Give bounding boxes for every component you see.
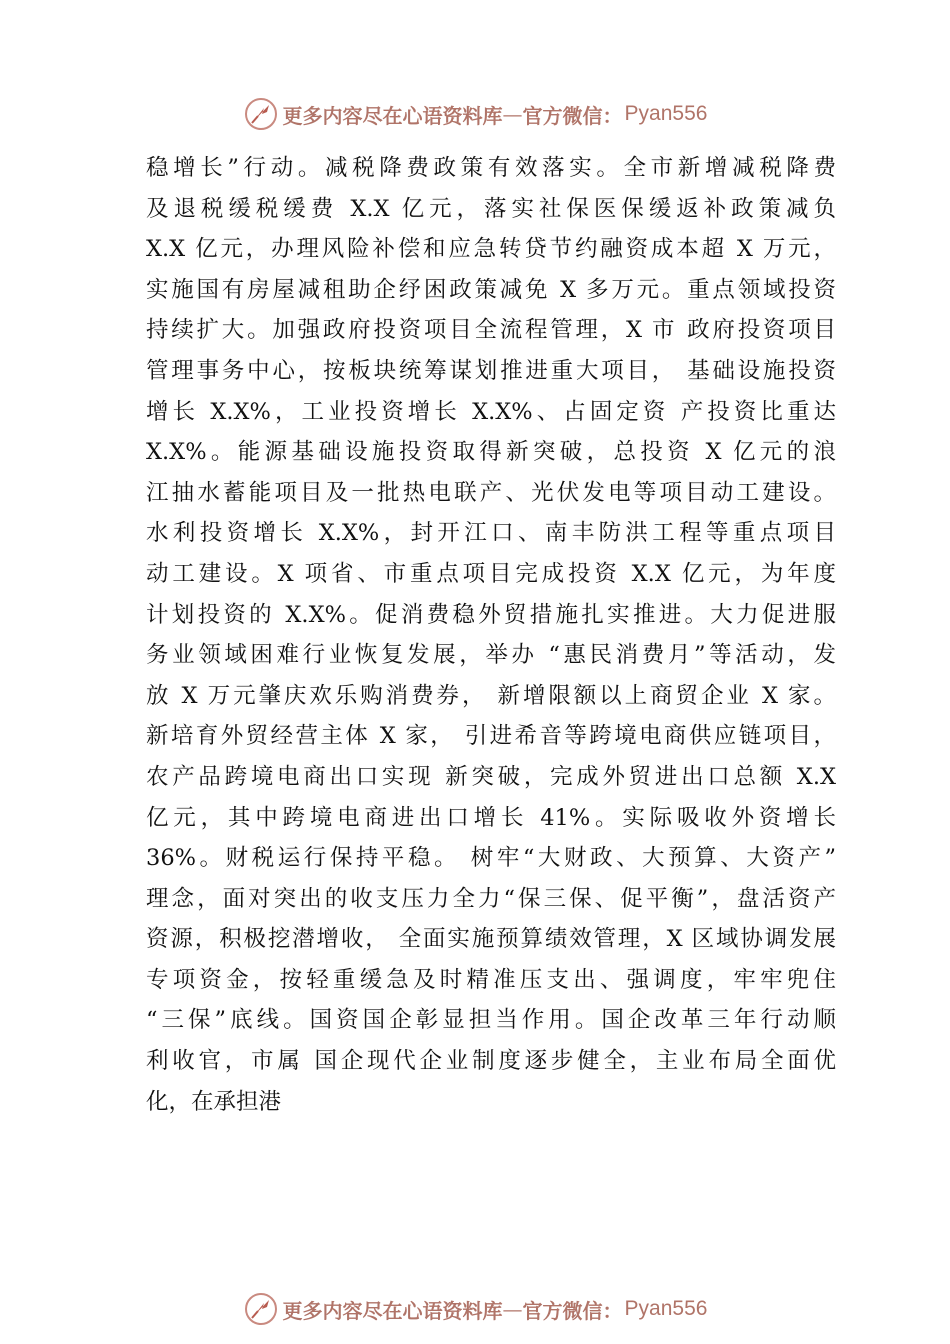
watermark-title: 更多内容尽在心语资料库 <box>282 103 503 128</box>
watermark-title: 更多内容尽在心语资料库 <box>282 1298 503 1323</box>
body-line: 亿元，其中跨境电商进出口增长 41%。实际吸收外资增长 <box>146 804 836 831</box>
body-line: 增长 X.X%，工业投资增长 X.X%、占固定资 产投资比重达 <box>146 398 836 425</box>
body-line: 专项资金，按轻重缓急及时精准压支出、强调度，牢牢兜住 <box>146 966 836 993</box>
body-line: 利收官，市属 国企现代企业制度逐步健全，主业布局全面优 <box>146 1048 836 1075</box>
watermark-footer <box>0 1289 950 1329</box>
body-line: 江抽水蓄能项目及一批热电联产、光伏发电等项目动工建设。 <box>146 479 836 506</box>
body-line: 化，在承担港 <box>146 1088 282 1115</box>
watermark-wechat-label: 官方微信： <box>522 103 623 128</box>
watermark-header <box>0 94 950 134</box>
body-line: X.X 亿元，办理风险补偿和应急转贷节约融资成本超 X 万元， <box>146 236 836 263</box>
body-line: 动工建设。X 项省、市重点项目完成投资 X.X 亿元，为年度 <box>146 560 836 587</box>
watermark-separator: — <box>502 1297 523 1321</box>
watermark-wechat-label: 官方微信： <box>522 1298 623 1323</box>
quill-logo-icon <box>243 1291 279 1327</box>
body-line: 农产品跨境电商出口实现 新突破，完成外贸进出口总额 X.X <box>146 763 836 790</box>
watermark-separator: — <box>502 102 523 126</box>
body-line: 稳增长”行动。减税降费政策有效落实。全市新增减税降费 <box>146 155 836 181</box>
body-line: 持续扩大。加强政府投资项目全流程管理，X 市 政府投资项目 <box>146 317 836 344</box>
watermark-wechat-id: Pyan556 <box>624 1297 708 1320</box>
document-body <box>146 148 836 1122</box>
quill-logo-icon <box>243 96 279 132</box>
body-line: 新培育外贸经营主体 X 家， 引进希音等跨境电商供应链项目， <box>146 723 836 750</box>
watermark-brand <box>243 96 708 132</box>
body-line: 计划投资的 X.X%。促消费稳外贸措施扎实推进。大力促进服 <box>146 601 836 628</box>
watermark-brand <box>243 1291 708 1327</box>
body-line: 放 X 万元肇庆欢乐购消费券， 新增限额以上商贸企业 X 家。 <box>146 682 836 709</box>
watermark-wechat-id: Pyan556 <box>624 102 708 125</box>
body-line: X.X%。能源基础设施投资取得新突破，总投资 X 亿元的浪 <box>146 439 836 466</box>
body-line: 资源，积极挖潜增收， 全面实施预算绩效管理，X 区域协调发展 <box>146 926 836 953</box>
body-line: 务业领域困难行业恢复发展，举办 “惠民消费月”等活动，发 <box>146 642 836 669</box>
body-line: 管理事务中心，按板块统筹谋划推进重大项目， 基础设施投资 <box>146 357 836 384</box>
body-line: 36%。财税运行保持平稳。 树牢“大财政、大预算、大资产” <box>146 845 836 872</box>
body-line: “三保”底线。国资国企彰显担当作用。国企改革三年行动顺 <box>146 1007 836 1034</box>
body-line: 及退税缓税缓费 X.X 亿元，落实社保医保缓返补政策减负 <box>146 195 836 222</box>
body-line: 实施国有房屋减租助企纾困政策减免 X 多万元。重点领域投资 <box>146 276 836 303</box>
body-line: 理念，面对突出的收支压力全力“保三保、促平衡”，盘活资产 <box>146 885 836 912</box>
body-line: 水利投资增长 X.X%，封开江口、南丰防洪工程等重点项目 <box>146 520 836 547</box>
